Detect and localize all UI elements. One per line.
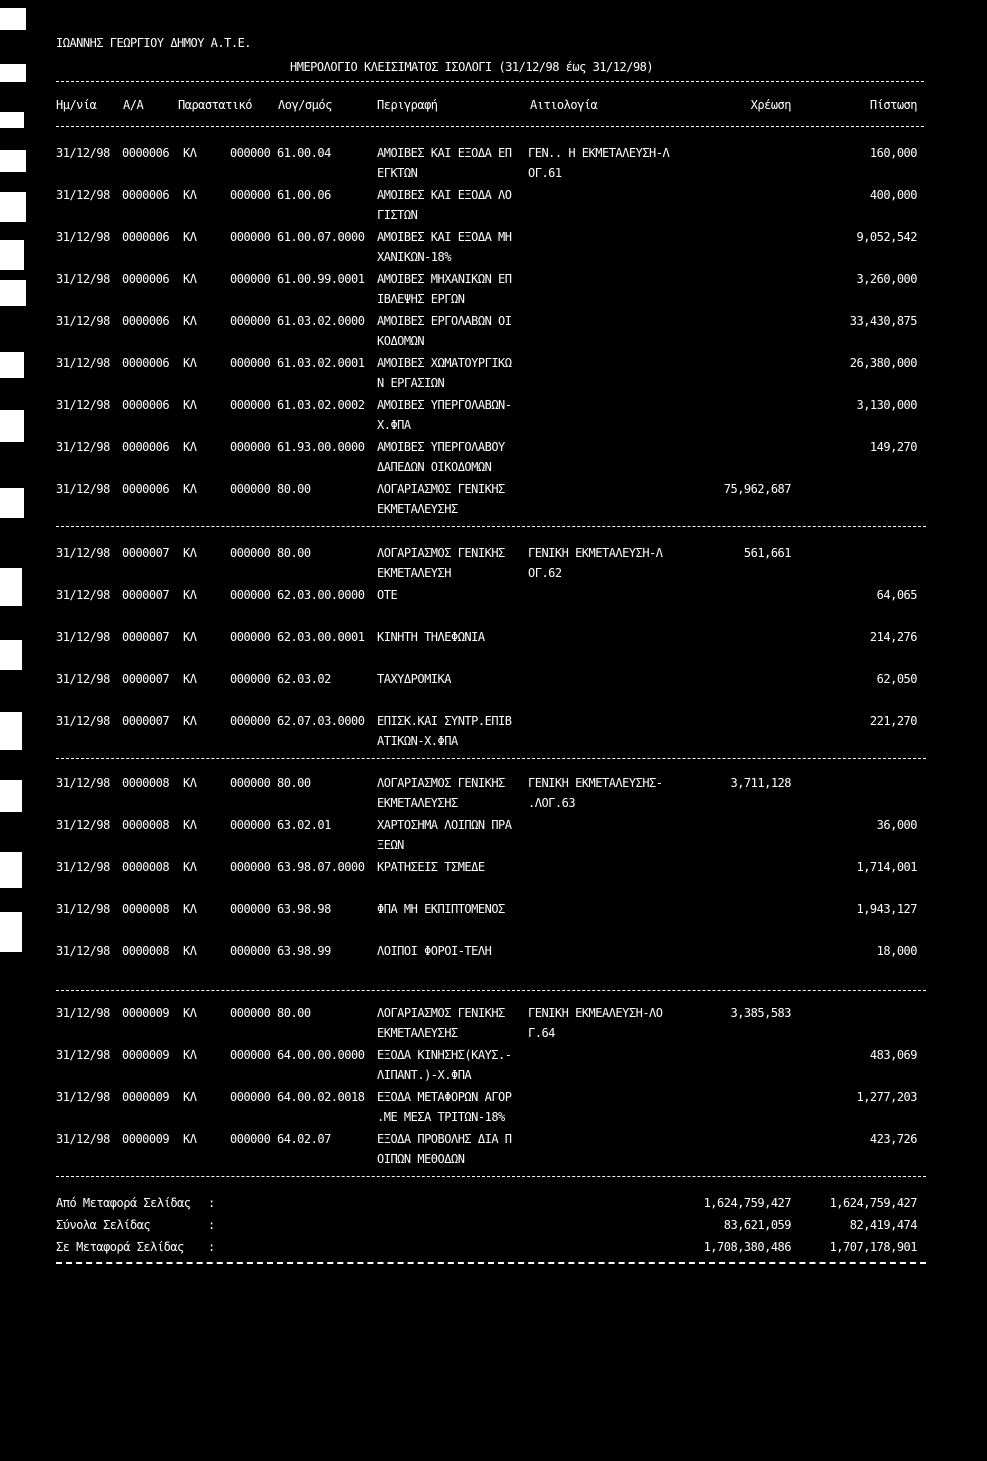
cell-aa: 0000008 <box>122 860 170 874</box>
cell-aa: 0000006 <box>122 398 170 412</box>
totals-label: Σύνολα Σελίδας <box>56 1218 151 1232</box>
cell-justification-cont: .ΛΟΓ.63 <box>528 796 576 810</box>
cell-doc: ΚΛ <box>183 944 197 958</box>
cell-credit: 160,000 <box>869 146 917 160</box>
cell-account: 61.00.99.0001 <box>277 272 365 286</box>
cell-doc: ΚΛ <box>183 776 197 790</box>
cell-ref: 000000 <box>230 672 271 686</box>
cell-aa: 0000006 <box>122 482 170 496</box>
divider <box>56 758 926 759</box>
cell-ref: 000000 <box>230 860 271 874</box>
cell-ref: 000000 <box>230 188 271 202</box>
cell-doc: ΚΛ <box>183 1090 197 1104</box>
cell-description-cont: ΙΒΛΕΨΗΣ ΕΡΓΩΝ <box>377 292 465 306</box>
cell-ref: 000000 <box>230 398 271 412</box>
divider <box>56 126 924 127</box>
cell-credit: 9,052,542 <box>856 230 917 244</box>
cell-description: ΕΞΟΔΑ ΜΕΤΑΦΟΡΩΝ ΑΓΟΡ <box>377 1090 512 1104</box>
cell-ref: 000000 <box>230 230 271 244</box>
cell-date: 31/12/98 <box>56 188 110 202</box>
cell-account: 61.03.02.0002 <box>277 398 365 412</box>
col-doc: Παραστατικό <box>178 98 252 112</box>
cell-aa: 0000007 <box>122 630 170 644</box>
cell-date: 31/12/98 <box>56 630 110 644</box>
cell-aa: 0000006 <box>122 146 170 160</box>
cell-account: 61.03.02.0000 <box>277 314 365 328</box>
cell-description-cont: ΧΑΝΙΚΩΝ-18% <box>377 250 451 264</box>
cell-doc: ΚΛ <box>183 146 197 160</box>
cell-credit: 221,270 <box>869 714 917 728</box>
cell-credit: 3,260,000 <box>856 272 917 286</box>
cell-doc: ΚΛ <box>183 398 197 412</box>
cell-ref: 000000 <box>230 902 271 916</box>
cell-description: ΚΙΝΗΤΗ ΤΗΛΕΦΩΝΙΑ <box>377 630 485 644</box>
cell-ref: 000000 <box>230 146 271 160</box>
cell-description-cont: ΕΚΜΕΤΑΛΕΥΣΗΣ <box>377 1026 458 1040</box>
cell-doc: ΚΛ <box>183 356 197 370</box>
cell-doc: ΚΛ <box>183 630 197 644</box>
cell-date: 31/12/98 <box>56 818 110 832</box>
cell-date: 31/12/98 <box>56 482 110 496</box>
cell-doc: ΚΛ <box>183 1006 197 1020</box>
cell-credit: 36,000 <box>876 818 917 832</box>
cell-doc: ΚΛ <box>183 272 197 286</box>
cell-justification-cont: Γ.64 <box>528 1026 555 1040</box>
cell-description-cont: ΕΚΜΕΤΑΛΕΥΣΗ <box>377 566 451 580</box>
col-date: Ημ/νία <box>56 98 97 112</box>
cell-aa: 0000006 <box>122 188 170 202</box>
cell-description: ΑΜΟΙΒΕΣ ΜΗΧΑΝΙΚΩΝ ΕΠ <box>377 272 512 286</box>
cell-date: 31/12/98 <box>56 1048 110 1062</box>
cell-debit: 561,661 <box>743 546 791 560</box>
cell-date: 31/12/98 <box>56 902 110 916</box>
cell-date: 31/12/98 <box>56 860 110 874</box>
cell-description: ΤΑΧΥΔΡΟΜΙΚΑ <box>377 672 451 686</box>
divider <box>56 526 926 527</box>
cell-aa: 0000007 <box>122 672 170 686</box>
cell-ref: 000000 <box>230 1048 271 1062</box>
cell-date: 31/12/98 <box>56 440 110 454</box>
cell-date: 31/12/98 <box>56 1090 110 1104</box>
cell-doc: ΚΛ <box>183 188 197 202</box>
cell-description-cont: ΕΚΜΕΤΑΛΕΥΣΗΣ <box>377 502 458 516</box>
cell-credit: 423,726 <box>869 1132 917 1146</box>
cell-doc: ΚΛ <box>183 860 197 874</box>
cell-description: ΑΜΟΙΒΕΣ ΚΑΙ ΕΞΟΔΑ ΜΗ <box>377 230 512 244</box>
cell-credit: 3,130,000 <box>856 398 917 412</box>
cell-ref: 000000 <box>230 1090 271 1104</box>
cell-credit: 1,277,203 <box>856 1090 917 1104</box>
cell-date: 31/12/98 <box>56 314 110 328</box>
col-justification: Αιτιολογία <box>530 98 598 112</box>
cell-account: 63.98.98 <box>277 902 331 916</box>
cell-description: ΛΟΙΠΟΙ ΦΟΡΟΙ-ΤΕΛΗ <box>377 944 492 958</box>
cell-description: ΚΡΑΤΗΣΕΙΣ ΤΣΜΕΔΕ <box>377 860 485 874</box>
cell-date: 31/12/98 <box>56 230 110 244</box>
totals-credit: 1,707,178,901 <box>829 1240 917 1254</box>
cell-description-cont: ΞΕΩΝ <box>377 838 404 852</box>
totals-debit: 83,621,059 <box>723 1218 791 1232</box>
cell-date: 31/12/98 <box>56 714 110 728</box>
cell-aa: 0000008 <box>122 776 170 790</box>
cell-description: ΛΟΓΑΡΙΑΣΜΟΣ ΓΕΝΙΚΗΣ <box>377 776 505 790</box>
cell-account: 61.93.00.0000 <box>277 440 365 454</box>
cell-doc: ΚΛ <box>183 714 197 728</box>
cell-aa: 0000006 <box>122 356 170 370</box>
cell-account: 80.00 <box>277 482 311 496</box>
company-name: ΙΩΑΝΝΗΣ ΓΕΩΡΓΙΟΥ ΔΗΜΟΥ Α.Τ.Ε. <box>56 36 252 50</box>
cell-description: ΑΜΟΙΒΕΣ ΥΠΕΡΓΟΛΑΒΩΝ- <box>377 398 512 412</box>
cell-credit: 483,069 <box>869 1048 917 1062</box>
cell-date: 31/12/98 <box>56 546 110 560</box>
cell-description: ΕΠΙΣΚ.ΚΑΙ ΣΥΝΤΡ.ΕΠΙΒ <box>377 714 512 728</box>
cell-aa: 0000006 <box>122 230 170 244</box>
cell-aa: 0000006 <box>122 314 170 328</box>
cell-doc: ΚΛ <box>183 818 197 832</box>
cell-credit: 1,943,127 <box>856 902 917 916</box>
col-account: Λογ/σμός <box>278 98 332 112</box>
col-credit: Πίστωση <box>869 98 917 112</box>
cell-account: 63.98.99 <box>277 944 331 958</box>
cell-account: 80.00 <box>277 776 311 790</box>
cell-account: 64.02.07 <box>277 1132 331 1146</box>
totals-sep: : <box>208 1240 215 1254</box>
cell-date: 31/12/98 <box>56 776 110 790</box>
totals-debit: 1,624,759,427 <box>703 1196 791 1210</box>
cell-credit: 149,270 <box>869 440 917 454</box>
cell-account: 62.07.03.0000 <box>277 714 365 728</box>
col-debit: Χρέωση <box>750 98 791 112</box>
cell-description: ΛΟΓΑΡΙΑΣΜΟΣ ΓΕΝΙΚΗΣ <box>377 546 505 560</box>
cell-doc: ΚΛ <box>183 440 197 454</box>
cell-description-cont: Χ.ΦΠΑ <box>377 418 411 432</box>
cell-description: ΑΜΟΙΒΕΣ ΕΡΓΟΛΑΒΩΝ ΟΙ <box>377 314 512 328</box>
cell-description-cont: ΛΙΠΑΝΤ.)-Χ.ΦΠΑ <box>377 1068 472 1082</box>
totals-label: Σε Μεταφορά Σελίδας <box>56 1240 184 1254</box>
cell-description: ΛΟΓΑΡΙΑΣΜΟΣ ΓΕΝΙΚΗΣ <box>377 482 505 496</box>
cell-ref: 000000 <box>230 482 271 496</box>
cell-credit: 1,714,001 <box>856 860 917 874</box>
cell-justification: ΓΕΝΙΚΗ ΕΚΜΕΤΑΛΕΥΣΗΣ- <box>528 776 663 790</box>
cell-aa: 0000009 <box>122 1048 170 1062</box>
cell-account: 61.03.02.0001 <box>277 356 365 370</box>
cell-aa: 0000009 <box>122 1006 170 1020</box>
cell-ref: 000000 <box>230 1132 271 1146</box>
cell-ref: 000000 <box>230 440 271 454</box>
totals-credit: 1,624,759,427 <box>829 1196 917 1210</box>
cell-doc: ΚΛ <box>183 1132 197 1146</box>
cell-justification: ΓΕΝΙΚΗ ΕΚΜΕΑΛΕΥΣΗ-ΛΟ <box>528 1006 663 1020</box>
cell-account: 61.00.07.0000 <box>277 230 365 244</box>
cell-doc: ΚΛ <box>183 230 197 244</box>
cell-description: ΛΟΓΑΡΙΑΣΜΟΣ ΓΕΝΙΚΗΣ <box>377 1006 505 1020</box>
cell-justification: ΓΕΝ.. Η ΕΚΜΕΤΑΛΕΥΣΗ-Λ <box>528 146 670 160</box>
cell-account: 80.00 <box>277 546 311 560</box>
cell-ref: 000000 <box>230 776 271 790</box>
cell-credit: 400,000 <box>869 188 917 202</box>
cell-aa: 0000008 <box>122 944 170 958</box>
cell-ref: 000000 <box>230 546 271 560</box>
cell-ref: 000000 <box>230 630 271 644</box>
cell-doc: ΚΛ <box>183 902 197 916</box>
cell-justification-cont: ΟΓ.61 <box>528 166 562 180</box>
cell-account: 61.00.04 <box>277 146 331 160</box>
col-description: Περιγραφή <box>377 98 438 112</box>
cell-ref: 000000 <box>230 944 271 958</box>
cell-date: 31/12/98 <box>56 146 110 160</box>
cell-credit: 33,430,875 <box>849 314 917 328</box>
cell-ref: 000000 <box>230 314 271 328</box>
report-title: ΗΜΕΡΟΛΟΓΙΟ ΚΛΕΙΣΙΜΑΤΟΣ ΙΣΟΛΟΓΙ (31/12/98 έως 31/12/98) <box>290 60 654 74</box>
cell-description-cont: ΕΓΚΤΩΝ <box>377 166 418 180</box>
cell-date: 31/12/98 <box>56 272 110 286</box>
cell-debit: 3,385,583 <box>730 1006 791 1020</box>
cell-credit: 18,000 <box>876 944 917 958</box>
cell-doc: ΚΛ <box>183 1048 197 1062</box>
cell-credit: 26,380,000 <box>849 356 917 370</box>
cell-credit: 64,065 <box>876 588 917 602</box>
cell-description: ΑΜΟΙΒΕΣ ΧΩΜΑΤΟΥΡΓΙΚΩ <box>377 356 512 370</box>
cell-doc: ΚΛ <box>183 482 197 496</box>
cell-description: ΦΠΑ ΜΗ ΕΚΠΙΠΤΟΜΕΝΟΣ <box>377 902 505 916</box>
cell-account: 64.00.02.0018 <box>277 1090 365 1104</box>
cell-aa: 0000007 <box>122 588 170 602</box>
cell-credit: 62,050 <box>876 672 917 686</box>
cell-aa: 0000008 <box>122 818 170 832</box>
cell-description: ΕΞΟΔΑ ΠΡΟΒΟΛΗΣ ΔΙΑ Π <box>377 1132 512 1146</box>
cell-account: 62.03.02 <box>277 672 331 686</box>
cell-ref: 000000 <box>230 588 271 602</box>
totals-sep: : <box>208 1218 215 1232</box>
cell-description-cont: Ν ΕΡΓΑΣΙΩΝ <box>377 376 445 390</box>
cell-description-cont: ΕΚΜΕΤΑΛΕΥΣΗΣ <box>377 796 458 810</box>
cell-aa: 0000006 <box>122 272 170 286</box>
cell-ref: 000000 <box>230 272 271 286</box>
totals-label: Από Μεταφορά Σελίδας <box>56 1196 191 1210</box>
cell-aa: 0000008 <box>122 902 170 916</box>
cell-description-cont: ΟΙΠΩΝ ΜΕΘΟΔΩΝ <box>377 1152 465 1166</box>
totals-credit: 82,419,474 <box>849 1218 917 1232</box>
cell-account: 64.00.00.0000 <box>277 1048 365 1062</box>
cell-description-cont: ΓΙΣΤΩΝ <box>377 208 418 222</box>
cell-account: 80.00 <box>277 1006 311 1020</box>
cell-aa: 0000009 <box>122 1090 170 1104</box>
cell-ref: 000000 <box>230 1006 271 1020</box>
divider <box>56 1176 926 1177</box>
cell-date: 31/12/98 <box>56 1132 110 1146</box>
cell-justification: ΓΕΝΙΚΗ ΕΚΜΕΤΑΛΕΥΣΗ-Λ <box>528 546 663 560</box>
cell-date: 31/12/98 <box>56 356 110 370</box>
cell-description-cont: .ΜΕ ΜΕΣΑ ΤΡΙΤΩΝ-18% <box>377 1110 505 1124</box>
cell-date: 31/12/98 <box>56 588 110 602</box>
cell-account: 63.98.07.0000 <box>277 860 365 874</box>
cell-debit: 3,711,128 <box>730 776 791 790</box>
totals-sep: : <box>208 1196 215 1210</box>
cell-account: 62.03.00.0001 <box>277 630 365 644</box>
col-aa: Α/Α <box>123 98 144 112</box>
cell-doc: ΚΛ <box>183 672 197 686</box>
divider <box>56 81 924 82</box>
cell-doc: ΚΛ <box>183 546 197 560</box>
cell-ref: 000000 <box>230 818 271 832</box>
cell-date: 31/12/98 <box>56 398 110 412</box>
cell-description: ΕΞΟΔΑ ΚΙΝΗΣΗΣ(ΚΑΥΣ.- <box>377 1048 512 1062</box>
cell-date: 31/12/98 <box>56 672 110 686</box>
cell-account: 61.00.06 <box>277 188 331 202</box>
cell-description-cont: ΑΤΙΚΩΝ-Χ.ΦΠΑ <box>377 734 458 748</box>
cell-justification-cont: ΟΓ.62 <box>528 566 562 580</box>
cell-description: ΟΤΕ <box>377 588 398 602</box>
cell-credit: 214,276 <box>869 630 917 644</box>
cell-debit: 75,962,687 <box>723 482 791 496</box>
cell-ref: 000000 <box>230 714 271 728</box>
cell-doc: ΚΛ <box>183 314 197 328</box>
cell-account: 62.03.00.0000 <box>277 588 365 602</box>
cell-aa: 0000007 <box>122 714 170 728</box>
cell-ref: 000000 <box>230 356 271 370</box>
cell-description-cont: ΚΟΔΟΜΩΝ <box>377 334 425 348</box>
cell-aa: 0000007 <box>122 546 170 560</box>
cell-description-cont: ΔΑΠΕΔΩΝ ΟΙΚΟΔΟΜΩΝ <box>377 460 492 474</box>
cell-description: ΑΜΟΙΒΕΣ ΚΑΙ ΕΞΟΔΑ ΛΟ <box>377 188 512 202</box>
cell-aa: 0000006 <box>122 440 170 454</box>
cell-aa: 0000009 <box>122 1132 170 1146</box>
totals-debit: 1,708,380,486 <box>703 1240 791 1254</box>
cell-description: ΧΑΡΤΟΣΗΜΑ ΛΟΙΠΩΝ ΠΡΑ <box>377 818 512 832</box>
cell-description: ΑΜΟΙΒΕΣ ΥΠΕΡΓΟΛΑΒΟΥ <box>377 440 505 454</box>
cell-description: ΑΜΟΙΒΕΣ ΚΑΙ ΕΞΟΔΑ ΕΠ <box>377 146 512 160</box>
cell-date: 31/12/98 <box>56 1006 110 1020</box>
cell-doc: ΚΛ <box>183 588 197 602</box>
divider <box>56 990 926 991</box>
cell-date: 31/12/98 <box>56 944 110 958</box>
double-divider <box>56 1262 926 1264</box>
cell-account: 63.02.01 <box>277 818 331 832</box>
